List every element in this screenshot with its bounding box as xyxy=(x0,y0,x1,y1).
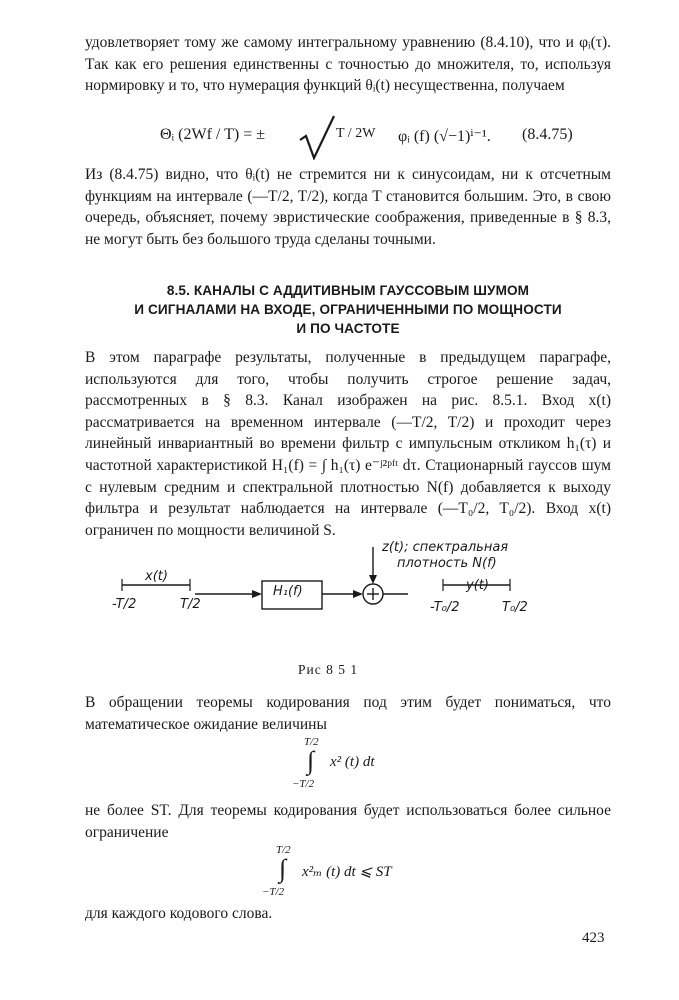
heading-line-1: 8.5. КАНАЛЫ С АДДИТИВНЫМ ГАУССОВЫМ ШУМОМ xyxy=(166,283,530,298)
input-left-tick-label: -T/2 xyxy=(112,597,137,612)
integral-integrand: x²ₘ (t) dt ⩽ ST xyxy=(302,864,392,880)
heading-line-2: И СИГНАЛАМИ НА ВХОДЕ, ОГРАНИЧЕННЫМИ ПО МОЩНОСТИ xyxy=(134,302,562,317)
integral-sign-icon: ∫ xyxy=(279,854,287,883)
arrowhead-to-adder xyxy=(353,590,363,598)
equation-lhs: Θᵢ (2Wf / T) = ± xyxy=(160,126,265,143)
noise-label-line-2: плотность N(f) xyxy=(397,556,497,571)
integral-upper-limit: T/2 xyxy=(304,736,319,748)
integral-lower-limit: −T/2 xyxy=(292,778,315,790)
output-left-tick-label: -T₀/2 xyxy=(430,600,460,615)
integral-integrand: x² (t) dt xyxy=(330,754,375,770)
equation-8-4-75 xyxy=(160,114,615,162)
block-diagram xyxy=(0,535,679,655)
paragraph-channel-description: В этом параграфе результаты, полученные в предыдущем параграфе, используются для того, чтобы получить строгое решение задач, рассмотренных в § 8.3. Канал изображен на рис. 8.5.1. Вход x(t) рассматривается на временном интервале (—T/2, T/2) и проходит через линейный инвариантный во времени фильтр с импульсным откликом h₁(τ) и частотной характеристикой H₁(f) = ∫ h₁(τ) e⁻ʲ²ᵖᶠᵗ dτ. Стационарный гауссов шум с нулевым средним и спектральной плотностью N(f) добавляется к выходу фильтра и результат наблюдается на интервале (—T₀/2, T₀/2). Вход x(t) ограничен по мощности величиной S. xyxy=(85,349,611,539)
output-right-tick-label: T₀/2 xyxy=(502,600,528,615)
output-signal-label: y(t) xyxy=(466,578,489,593)
heading-line-3: И ПО ЧАСТОТЕ xyxy=(296,321,400,336)
integral-sign-icon: ∫ xyxy=(307,746,315,775)
equation-sqrt-fraction: T / 2W xyxy=(336,126,376,141)
noise-arrowhead xyxy=(369,575,377,584)
arrowhead-to-filter xyxy=(252,590,262,598)
integral-expectation xyxy=(288,736,428,794)
figure-caption: Рис 8 5 1 xyxy=(298,662,359,677)
input-right-tick-label: T/2 xyxy=(180,597,201,612)
equation-number: (8.4.75) xyxy=(522,126,573,143)
paragraph-conclusion: Из (8.4.75) видно, что θᵢ(t) не стремится ни к синусоидам, ни к отсчетным функциям на интервале (—T/2, T/2), когда T становится большим. Это, в свою очередь, объясняет, почему эвристические соображения, приведенные в § 8.3, не могут быть без большого труда сделаны точными. xyxy=(85,166,611,248)
paragraph-intro: удовлетворяет тому же самому интегральному уравнению (8.4.10), что и φᵢ(τ). Так как его решения единственны с точностью до множителя, то, используя нормировку и то, что нумерация функций θᵢ(t) несущественна, получаем xyxy=(85,34,611,95)
page-number: 423 xyxy=(582,930,605,946)
integral-upper-limit: T/2 xyxy=(276,844,291,856)
input-signal-label: x(t) xyxy=(145,569,168,584)
filter-label: H₁(f) xyxy=(273,584,303,599)
integral-lower-limit: −T/2 xyxy=(262,886,285,898)
paragraph-converse: В обращении теоремы кодирования под этим будет пониматься, что математическое ожидание величины xyxy=(85,694,611,733)
equation-rhs: φᵢ (f) (√−1)ⁱ⁻¹. xyxy=(398,128,491,145)
section-heading xyxy=(85,281,611,338)
sqrt-sign-icon xyxy=(298,114,338,160)
noise-label-line-1: z(t); спектральная xyxy=(382,540,509,555)
paragraph-stronger-constraint: не более ST. Для теоремы кодирования будет использоваться более сильное ограничение xyxy=(85,802,611,841)
paragraph-codeword: для каждого кодового слова. xyxy=(85,905,273,922)
integral-constraint xyxy=(260,844,440,902)
